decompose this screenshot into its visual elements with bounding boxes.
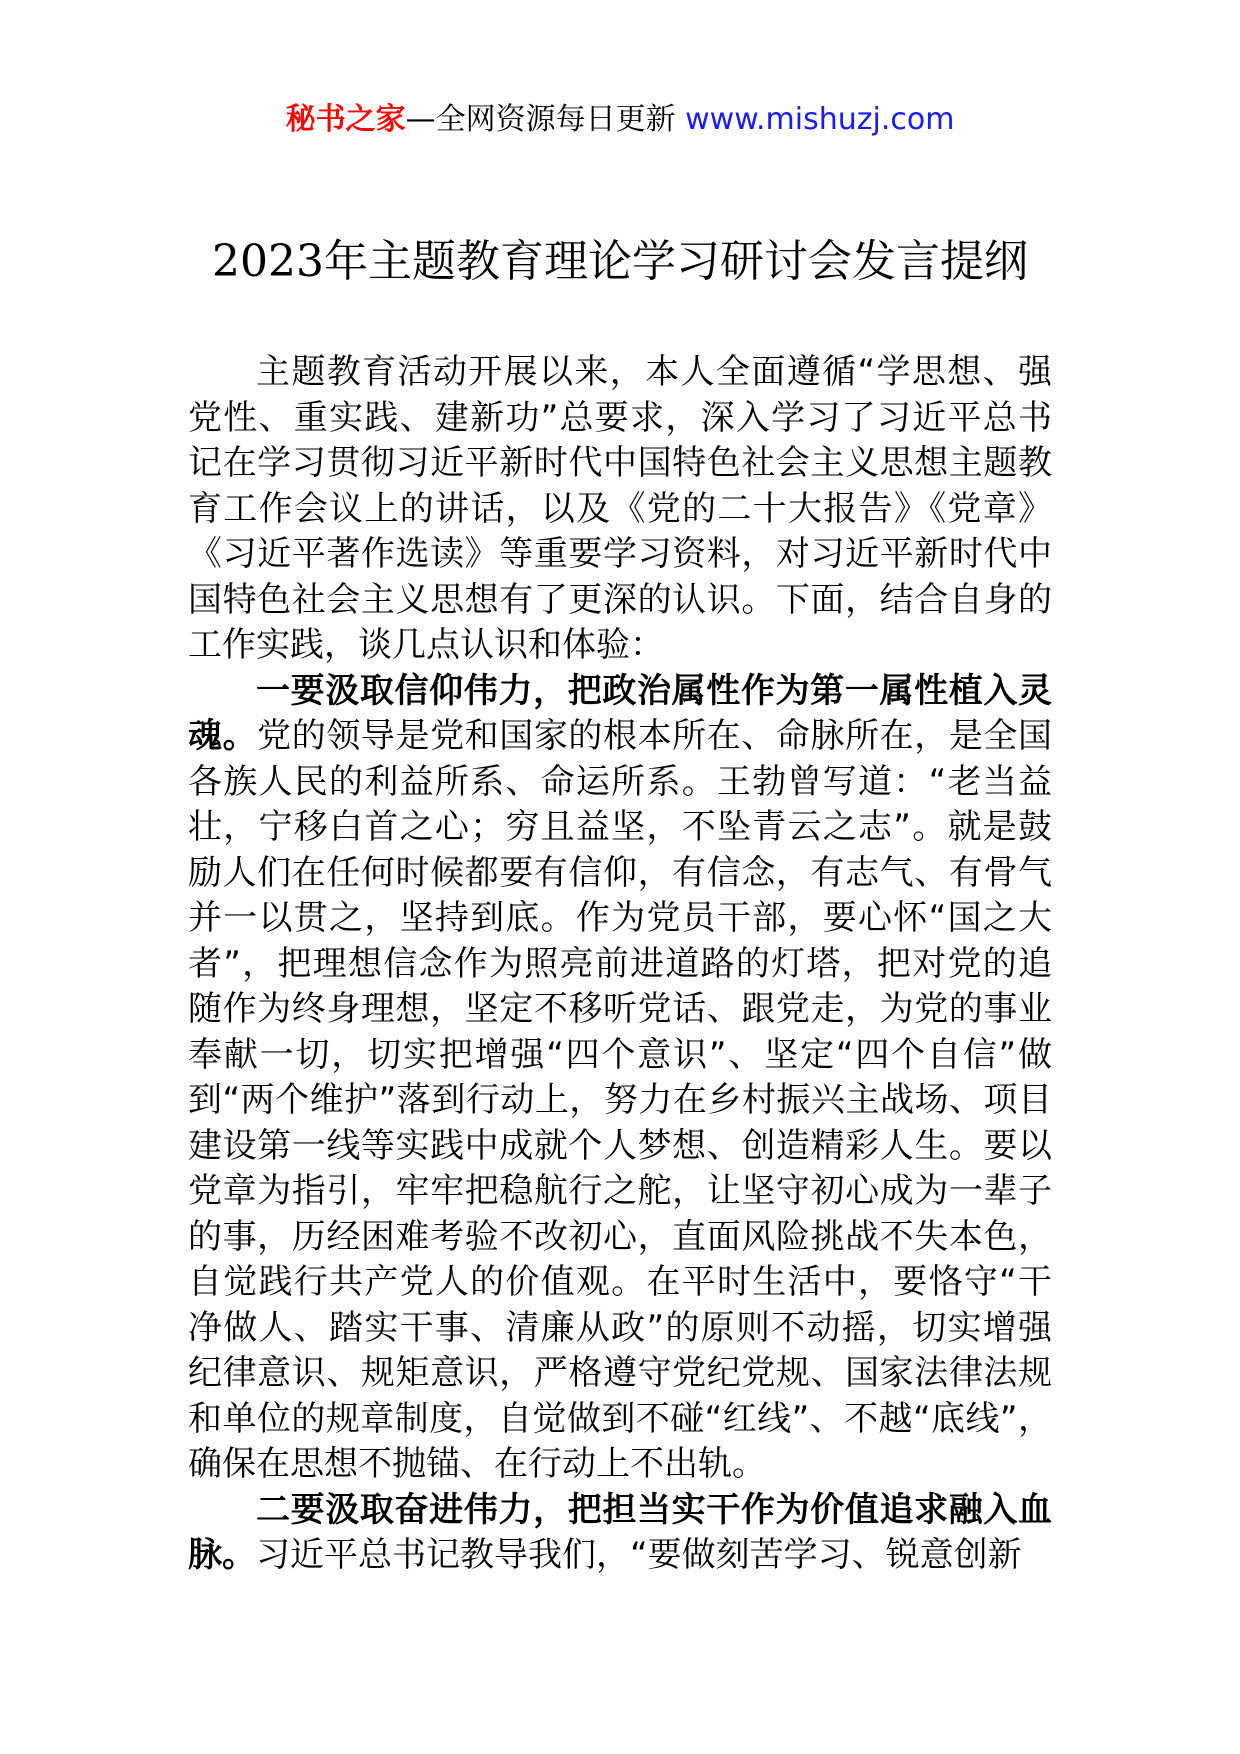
- paragraph-text: 主题教育活动开展以来，本人全面遵循“学思想、强党性、重实践、建新功”总要求，深入学习了习近平总书记在学习贯彻习近平新时代中国特色社会主义思想主题教育工作会议上的讲话，以及《党的二十大报告》《党章》《习近平著作选读》等重要学习资料，对习近平新时代中国特色社会主义思想有了更深的认识。下面，结合自身的工作实践，谈几点认识和体验：: [188, 352, 1052, 665]
- paragraph-lead: 一要汲取信仰伟力，把政治属性作为第一属性植入灵魂。: [188, 670, 1052, 756]
- paragraph-text: 党的领导是党和国家的根本所在、命脉所在，是全国各族人民的利益所系、命运所系。王勃曾写道：“老当益壮，宁移白首之心；穷且益坚，不坠青云之志”。就是鼓励人们在任何时候都要有信仰，有信念，有志气、有骨气并一以贯之，坚持到底。作为党员干部，要心怀“国之大者”，把理想信念作为照亮前进道路的灯塔，把对党的追随作为终身理想，坚定不移听党话、跟党走，为党的事业奉献一切，切实把增强“四个意识”、坚定“四个自信”做到“两个维护”落到行动上，努力在乡村振兴主战场、项目建设第一线等实践中成就个人梦想、创造精彩人生。要以党章为指引，牢牢把稳航行之舵，让坚守初心成为一辈子的事，历经困难考验不改初心，直面风险挑战不失本色，自觉践行共产党人的价值观。在平时生活中，要恪守“干净做人、踏实干事、清廉从政”的原则不动摇，切实增强纪律意识、规矩意识，严格遵守党纪党规、国家法律法规和单位的规章制度，自觉做到不碰“红线”、不越“底线”，确保在思想不抛锚、在行动上不出轨。: [188, 716, 1053, 1484]
- site-url: www.mishuzj.com: [685, 102, 955, 137]
- header-slogan: —全网资源每日更新: [405, 102, 676, 137]
- paragraph-point-two: [188, 1488, 1052, 1579]
- paragraph-intro: [188, 350, 1052, 669]
- document-title: 2023年主题教育理论学习研讨会发言提纲: [212, 236, 1028, 287]
- paragraph-point-one: [188, 669, 1052, 1488]
- document-body: [188, 350, 1052, 1579]
- paragraph-text: 习近平总书记教导我们，“要做刻苦学习、锐意创新: [256, 1535, 1022, 1575]
- paragraph-lead: 二要汲取奋进伟力，把担当实干作为价值追求融入血脉。: [188, 1489, 1052, 1575]
- site-header: [0, 100, 1240, 140]
- brand-name: 秘书之家: [285, 102, 406, 137]
